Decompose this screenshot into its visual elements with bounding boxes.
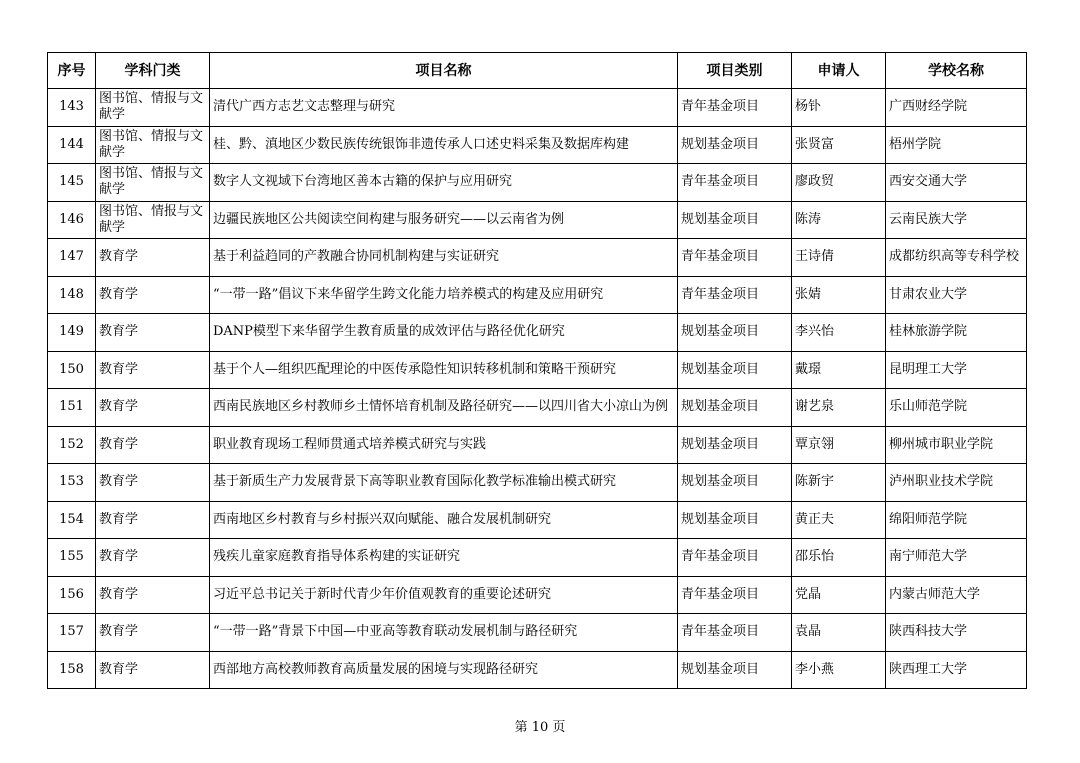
cell-project-type: 青年基金项目 (678, 614, 792, 652)
cell-serial: 154 (48, 501, 96, 539)
cell-school: 桂林旅游学院 (886, 314, 1027, 352)
cell-project-type: 青年基金项目 (678, 89, 792, 127)
cell-project-type: 规划基金项目 (678, 389, 792, 427)
table-row (48, 576, 1027, 614)
header-project-type: 项目类别 (678, 53, 792, 89)
cell-school: 泸州职业技术学院 (886, 464, 1027, 502)
cell-project-title: 西南地区乡村教育与乡村振兴双向赋能、融合发展机制研究 (210, 501, 678, 539)
cell-project-type: 规划基金项目 (678, 426, 792, 464)
cell-project-title: 西南民族地区乡村教师乡土情怀培育机制及路径研究——以四川省大小凉山为例 (210, 389, 678, 427)
cell-discipline: 教育学 (96, 276, 210, 314)
cell-serial: 151 (48, 389, 96, 427)
cell-serial: 153 (48, 464, 96, 502)
cell-applicant: 张婧 (792, 276, 886, 314)
cell-school: 内蒙古师范大学 (886, 576, 1027, 614)
cell-discipline: 教育学 (96, 576, 210, 614)
table-row (48, 651, 1027, 689)
cell-project-type: 青年基金项目 (678, 164, 792, 202)
cell-discipline: 教育学 (96, 426, 210, 464)
cell-discipline: 教育学 (96, 651, 210, 689)
cell-project-title: “一带一路”背景下中国—中亚高等教育联动发展机制与路径研究 (210, 614, 678, 652)
cell-applicant: 党晶 (792, 576, 886, 614)
cell-applicant: 覃京翎 (792, 426, 886, 464)
cell-project-type: 规划基金项目 (678, 464, 792, 502)
cell-project-type: 规划基金项目 (678, 126, 792, 164)
header-serial: 序号 (48, 53, 96, 89)
cell-serial: 157 (48, 614, 96, 652)
cell-project-type: 青年基金项目 (678, 576, 792, 614)
cell-school: 柳州城市职业学院 (886, 426, 1027, 464)
cell-school: 广西财经学院 (886, 89, 1027, 127)
cell-project-type: 青年基金项目 (678, 239, 792, 277)
cell-serial: 143 (48, 89, 96, 127)
cell-applicant: 李兴怡 (792, 314, 886, 352)
table-row (48, 276, 1027, 314)
cell-school: 西安交通大学 (886, 164, 1027, 202)
table-row (48, 539, 1027, 577)
header-school: 学校名称 (886, 53, 1027, 89)
table-header-row (48, 53, 1027, 89)
cell-discipline: 教育学 (96, 239, 210, 277)
cell-project-type: 规划基金项目 (678, 351, 792, 389)
cell-discipline: 教育学 (96, 614, 210, 652)
table-body (48, 89, 1027, 689)
cell-project-title: 习近平总书记关于新时代青少年价值观教育的重要论述研究 (210, 576, 678, 614)
cell-school: 陕西理工大学 (886, 651, 1027, 689)
cell-applicant: 杨钋 (792, 89, 886, 127)
table-row (48, 89, 1027, 127)
cell-school: 梧州学院 (886, 126, 1027, 164)
table-row (48, 314, 1027, 352)
cell-project-title: 职业教育现场工程师贯通式培养模式研究与实践 (210, 426, 678, 464)
cell-applicant: 陈新宇 (792, 464, 886, 502)
cell-serial: 158 (48, 651, 96, 689)
cell-serial: 155 (48, 539, 96, 577)
cell-applicant: 戴璟 (792, 351, 886, 389)
cell-serial: 147 (48, 239, 96, 277)
cell-project-type: 规划基金项目 (678, 651, 792, 689)
cell-applicant: 袁晶 (792, 614, 886, 652)
cell-project-type: 青年基金项目 (678, 276, 792, 314)
cell-project-title: 残疾儿童家庭教育指导体系构建的实证研究 (210, 539, 678, 577)
cell-project-type: 规划基金项目 (678, 501, 792, 539)
cell-project-title: 数字人文视域下台湾地区善本古籍的保护与应用研究 (210, 164, 678, 202)
table-row (48, 126, 1027, 164)
cell-project-title: 基于个人—组织匹配理论的中医传承隐性知识转移机制和策略干预研究 (210, 351, 678, 389)
cell-applicant: 王诗倩 (792, 239, 886, 277)
project-table (47, 52, 1027, 689)
cell-discipline: 教育学 (96, 464, 210, 502)
cell-serial: 144 (48, 126, 96, 164)
cell-applicant: 张贤富 (792, 126, 886, 164)
table-row (48, 501, 1027, 539)
cell-discipline: 教育学 (96, 351, 210, 389)
cell-applicant: 谢艺泉 (792, 389, 886, 427)
cell-serial: 145 (48, 164, 96, 202)
cell-discipline: 图书馆、情报与文献学 (96, 126, 210, 164)
cell-project-title: 清代广西方志艺文志整理与研究 (210, 89, 678, 127)
table-row (48, 389, 1027, 427)
cell-discipline: 教育学 (96, 314, 210, 352)
cell-project-title: 基于利益趋同的产教融合协同机制构建与实证研究 (210, 239, 678, 277)
cell-project-type: 青年基金项目 (678, 539, 792, 577)
cell-project-title: 桂、黔、滇地区少数民族传统银饰非遗传承人口述史料采集及数据库构建 (210, 126, 678, 164)
cell-discipline: 图书馆、情报与文献学 (96, 201, 210, 239)
table-row (48, 351, 1027, 389)
page-number: 第 10 页 (514, 720, 566, 735)
cell-project-title: DANP模型下来华留学生教育质量的成效评估与路径优化研究 (210, 314, 678, 352)
header-discipline: 学科门类 (96, 53, 210, 89)
cell-discipline: 图书馆、情报与文献学 (96, 89, 210, 127)
table-row (48, 464, 1027, 502)
cell-project-type: 规划基金项目 (678, 201, 792, 239)
table-row (48, 426, 1027, 464)
table-row (48, 164, 1027, 202)
header-applicant: 申请人 (792, 53, 886, 89)
table-row (48, 201, 1027, 239)
cell-school: 甘肃农业大学 (886, 276, 1027, 314)
cell-school: 南宁师范大学 (886, 539, 1027, 577)
table-row (48, 614, 1027, 652)
cell-serial: 150 (48, 351, 96, 389)
cell-project-title: “一带一路”倡议下来华留学生跨文化能力培养模式的构建及应用研究 (210, 276, 678, 314)
cell-project-title: 边疆民族地区公共阅读空间构建与服务研究——以云南省为例 (210, 201, 678, 239)
header-project-title: 项目名称 (210, 53, 678, 89)
cell-school: 绵阳师范学院 (886, 501, 1027, 539)
cell-serial: 152 (48, 426, 96, 464)
cell-serial: 156 (48, 576, 96, 614)
cell-applicant: 廖政贸 (792, 164, 886, 202)
cell-school: 成都纺织高等专科学校 (886, 239, 1027, 277)
cell-applicant: 李小燕 (792, 651, 886, 689)
cell-discipline: 图书馆、情报与文献学 (96, 164, 210, 202)
cell-school: 陕西科技大学 (886, 614, 1027, 652)
cell-discipline: 教育学 (96, 501, 210, 539)
cell-applicant: 陈涛 (792, 201, 886, 239)
cell-discipline: 教育学 (96, 389, 210, 427)
cell-serial: 149 (48, 314, 96, 352)
cell-project-type: 规划基金项目 (678, 314, 792, 352)
cell-serial: 146 (48, 201, 96, 239)
cell-school: 云南民族大学 (886, 201, 1027, 239)
cell-school: 昆明理工大学 (886, 351, 1027, 389)
cell-applicant: 邵乐怡 (792, 539, 886, 577)
cell-project-title: 基于新质生产力发展背景下高等职业教育国际化教学标准输出模式研究 (210, 464, 678, 502)
cell-discipline: 教育学 (96, 539, 210, 577)
cell-school: 乐山师范学院 (886, 389, 1027, 427)
cell-project-title: 西部地方高校教师教育高质量发展的困境与实现路径研究 (210, 651, 678, 689)
cell-applicant: 黄正夫 (792, 501, 886, 539)
cell-serial: 148 (48, 276, 96, 314)
table-row (48, 239, 1027, 277)
